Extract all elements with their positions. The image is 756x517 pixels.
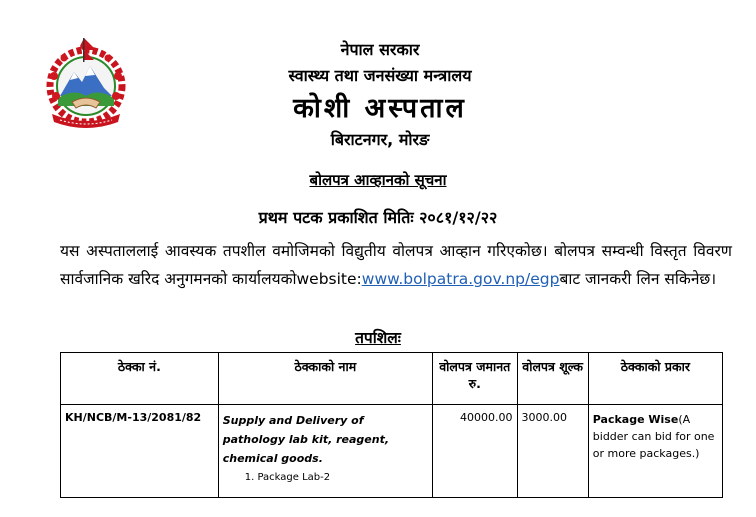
body-text-before-link: यस अस्पताललाई आवस्यक तपशील वमोजिमको विद्युतीय वोलपत्र आव्हान गरिएकोछ। बोलपत्र सम्वन्धी विस्तृत विवरण सार्वजानिक खरिद अनुगमनको कार्यालयकोwebsite: <box>60 242 732 288</box>
contract-name-text: Supply and Delivery of pathology lab kit, reagent, chemical goods. <box>222 414 390 465</box>
header-contract-no: ठेक्का नं. <box>61 353 219 405</box>
cell-contract-name <box>218 405 432 498</box>
header-contract-name: ठेक्काको नाम <box>218 353 432 405</box>
details-heading: तपशिलः <box>355 329 401 347</box>
header-bid-security: वोलपत्र जमानत रु. <box>432 353 517 405</box>
notice-body <box>60 237 732 293</box>
cell-contract-type <box>588 405 722 498</box>
notice-title: बोलपत्र आव्हानको सूचना <box>309 171 447 189</box>
tender-table <box>60 352 723 498</box>
body-text-after-link: बाट जानकरी लिन सकिनेछ। <box>559 270 717 288</box>
contract-type-bold: Package Wise <box>592 413 679 426</box>
header-contract-type: ठेक्काको प्रकार <box>588 353 722 405</box>
contract-type-note: (A bidder can bid for one or more packages.) <box>592 413 715 460</box>
table-header-row <box>61 353 723 405</box>
ministry-name: स्वास्थ्य तथा जनसंख्या मन्त्रालय <box>288 66 472 85</box>
cell-contract-no: KH/NCB/M-13/2081/82 <box>61 405 219 498</box>
cell-bid-security: 40000.00 <box>432 405 517 498</box>
hospital-name: कोशी अस्पताल <box>293 93 467 124</box>
cell-bid-fee: 3000.00 <box>517 405 588 498</box>
table-row <box>61 405 723 498</box>
government-name: नेपाल सरकार <box>340 40 420 59</box>
hospital-location: बिराटनगर, मोरङ <box>330 130 430 149</box>
details-heading-block <box>0 326 756 348</box>
egp-website-link[interactable]: www.bolpatra.gov.np/egp <box>361 270 560 288</box>
package-item: 1. Package Lab-2 <box>244 472 331 483</box>
header-bid-fee: वोलपत्र शूल्क <box>517 353 588 405</box>
publish-date: प्रथम पटक प्रकाशित मितिः २०८१/१२/२२ <box>258 208 498 227</box>
notice-title-block <box>0 170 756 190</box>
nepal-emblem-icon <box>34 36 138 128</box>
